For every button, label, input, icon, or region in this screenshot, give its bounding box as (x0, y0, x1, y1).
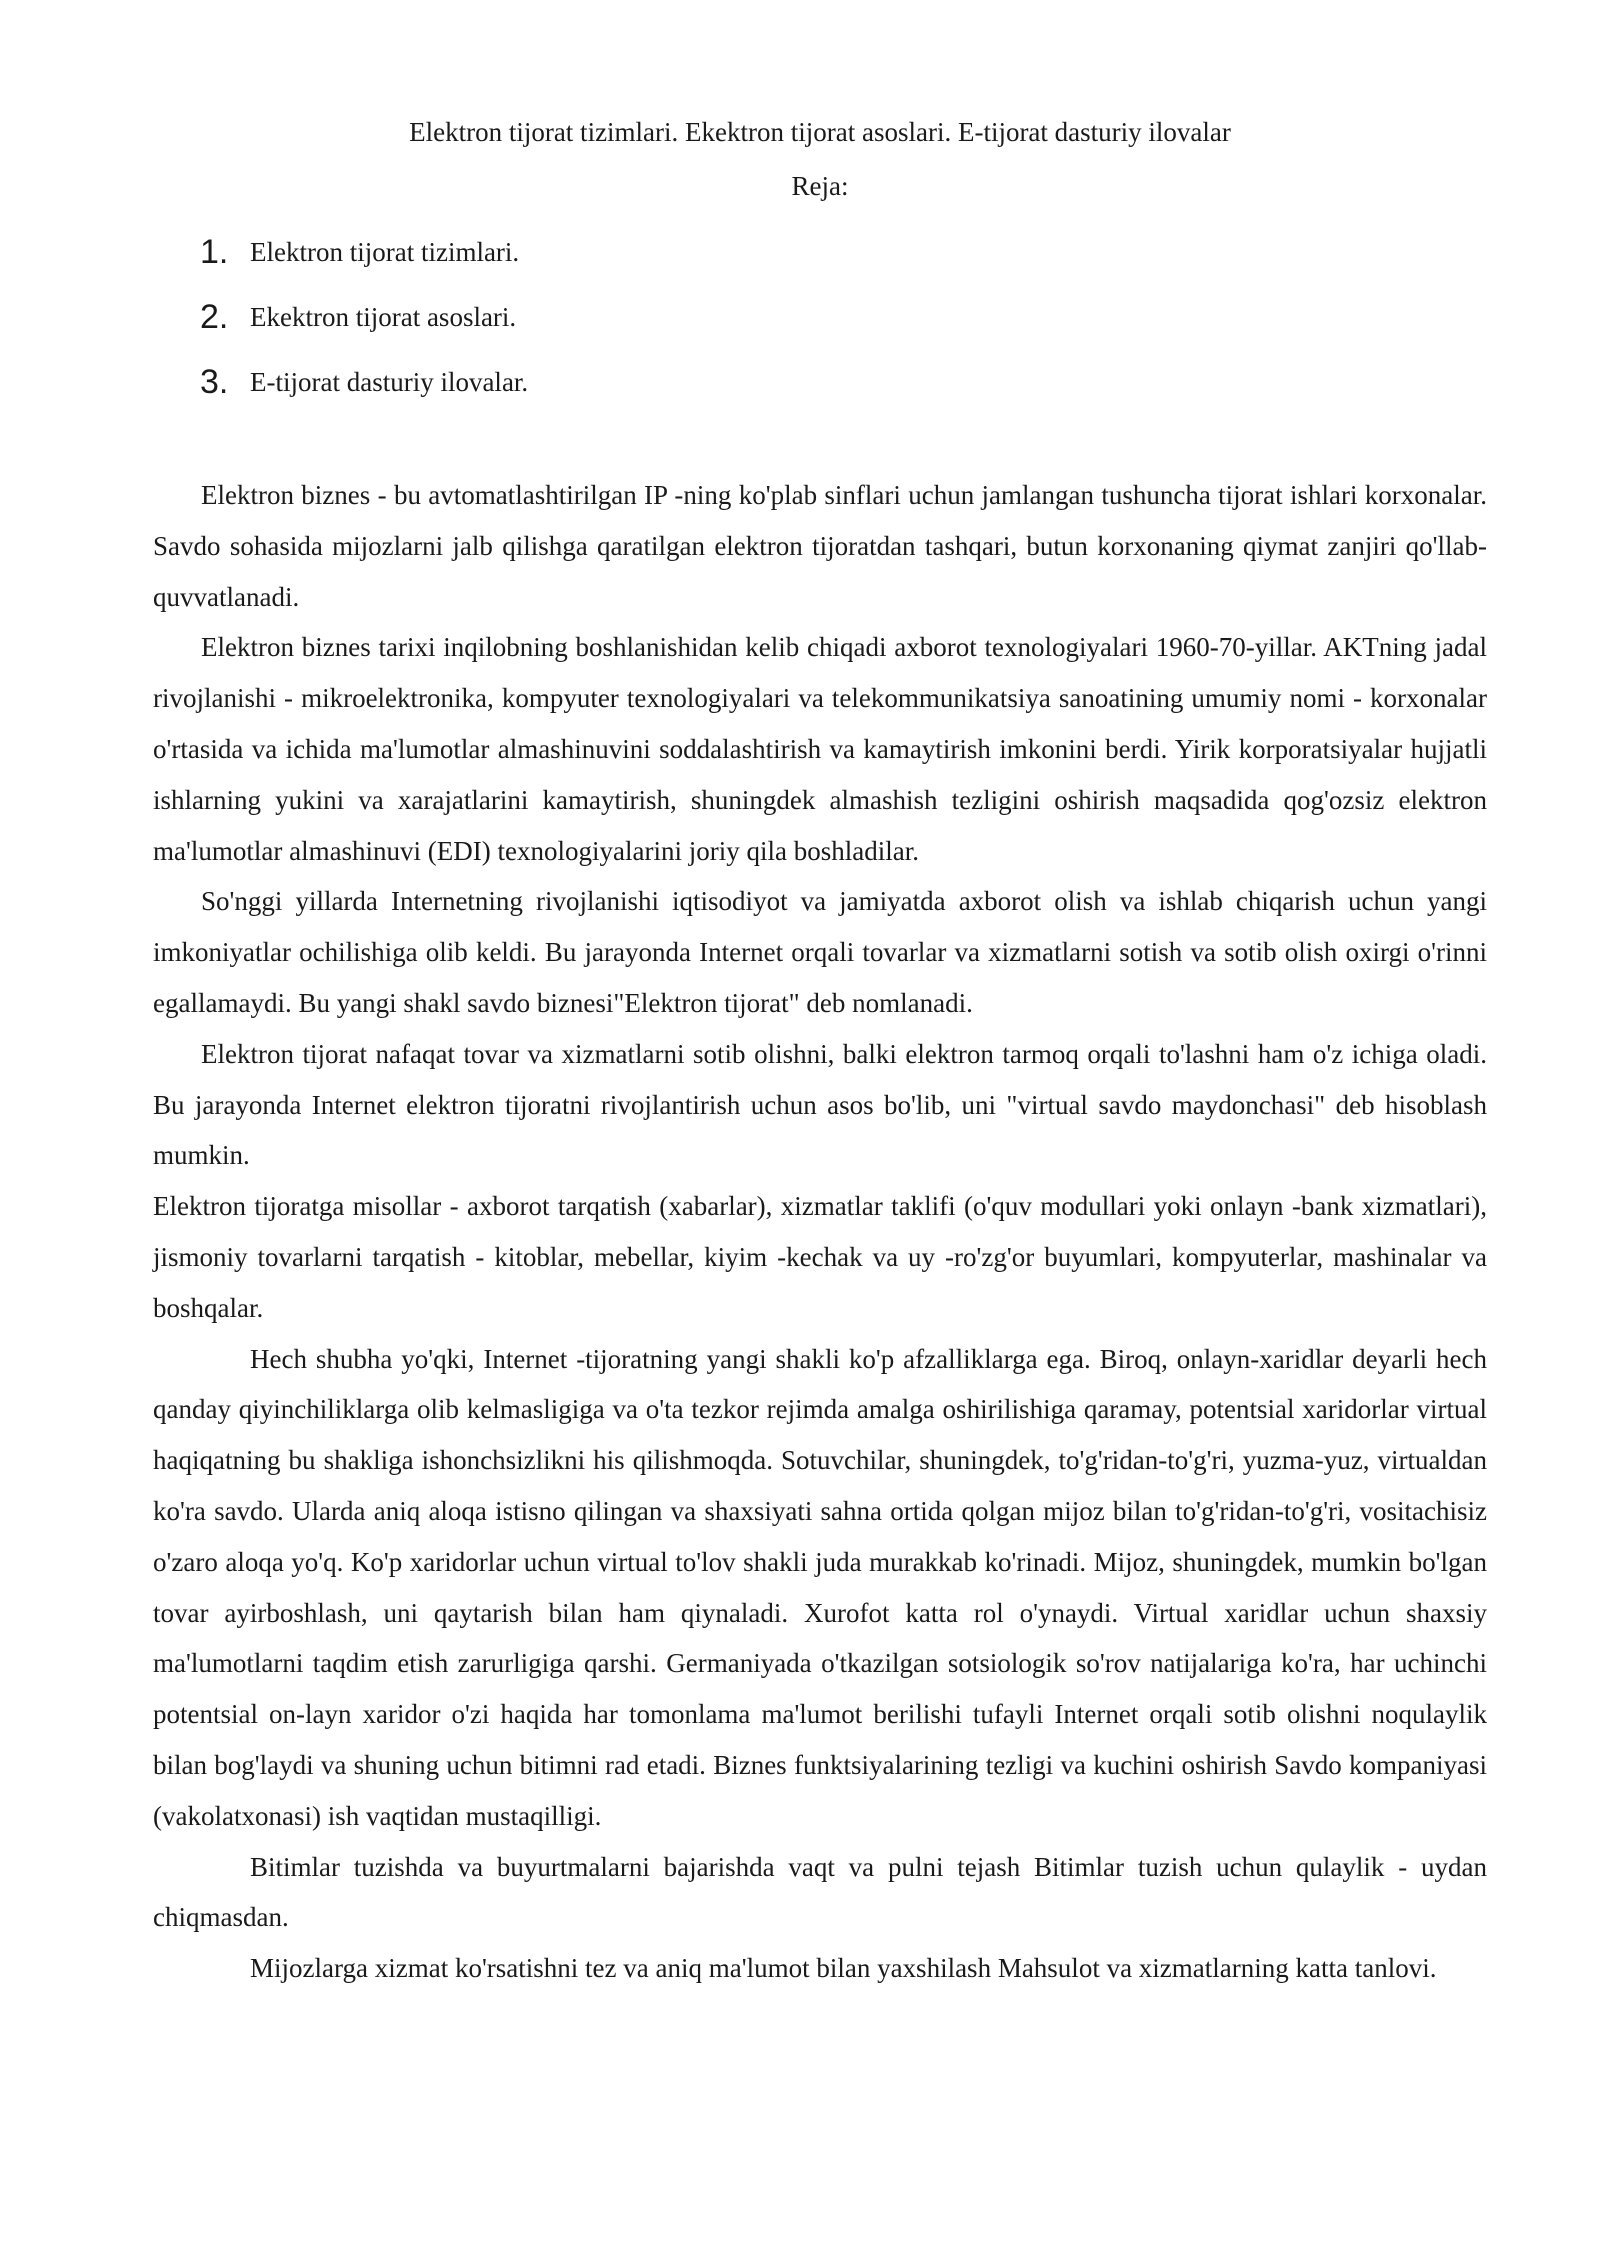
plan-item (200, 350, 528, 415)
body-paragraph: Elektron tijorat nafaqat tovar va xizmatlarni sotib olishni, balki elektron tarmoq orqali to'lashni ham o'z ichiga oladi. Bu jarayonda Internet elektron tijoratni rivojlantirish uchun asos bo'lib, uni "virtual savdo maydonchasi" deb hisoblash mumkin. (153, 1038, 1487, 1171)
plan-item-text: E-tijorat dasturiy ilovalar. (250, 367, 529, 397)
body-paragraph: Hech shubha yo'qki, Internet -tijoratning yangi shakli ko'p afzalliklarga ega. Biroq, onlayn-xaridlar deyarli hech qanday qiyinchiliklarga olib kelmasligiga va o'ta tezkor rejimda amalga oshirilishiga qaramay, potentsial xaridorlar virtual haqiqatning bu shakliga ishonchsizlikni his qilishmoqda. Sotuvchilar, shuningdek, to'g'ridan-to'g'ri, yuzma-yuz, virtualdan ko'ra savdo. Ularda aniq aloqa istisno qilingan va shaxsiyati sahna ortida qolgan mijoz bilan to'g'ridan-to'g'ri, vositachisiz o'zaro aloqa yo'q. Ko'p xaridorlar uchun virtual to'lov shakli juda murakkab ko'rinadi. Mijoz, shuningdek, mumkin bo'lgan tovar ayirboshlash, uni qaytarish bilan ham qiynaladi. Xurofot katta rol o'ynaydi. Virtual xaridlar uchun shaxsiy ma'lumotlarni taqdim etish zarurligiga qarshi. Germaniyada o'tkazilgan sotsiologik so'rov natijalariga ko'ra, har uchinchi potentsial on-layn xaridor o'zi haqida har tomonlama ma'lumot berilishi tufayli Internet orqali sotib olishni noqulaylik bilan bog'laydi va shuning uchun bitimni rad etadi. Biznes funktsiyalarining tezligi va kuchini oshirish Savdo kompaniyasi (vakolatxonasi) ish vaqtidan mustaqilligi. (153, 1343, 1487, 1831)
body-paragraph: Bitimlar tuzishda va buyurtmalarni bajarishda vaqt va pulni tejash Bitimlar tuzish uchun qulaylik - uydan chiqmasdan. (153, 1851, 1487, 1933)
document-title: Elektron tijorat tizimlari. Ekektron tijorat asoslari. E-tijorat dasturiy ilovalar (409, 117, 1231, 147)
plan-list (200, 220, 528, 415)
plan-item-number: 2. (200, 298, 229, 336)
body-paragraph: Mijozlarga xizmat ko'rsatishni tez va aniq ma'lumot bilan yaxshilash Mahsulot va xizmatlarning katta tanlovi. (250, 1953, 1437, 1984)
plan-item-number: 3. (200, 363, 229, 401)
document-body (153, 470, 1487, 1994)
plan-item-number: 1. (200, 233, 229, 271)
plan-item-text: Ekektron tijorat asoslari. (250, 302, 517, 332)
body-paragraph: Elektron biznes tarixi inqilobning boshlanishidan kelib chiqadi axborot texnologiyalari 1960-70-yillar. AKTning jadal rivojlanishi - mikroelektronika, kompyuter texnologiyalari va telekommunikatsiya sanoatining umumiy nomi - korxonalar o'rtasida va ichida ma'lumotlar almashinuvini soddalashtirish va kamaytirish imkonini berdi. Yirik korporatsiyalar hujjatli ishlarning yukini va xarajatlarini kamaytirish, shuningdek almashish tezligini oshirish maqsadida qog'ozsiz elektron ma'lumotlar almashinuvi (EDI) texnologiyalarini joriy qila boshladilar. (153, 632, 1487, 866)
body-paragraph: So'nggi yillarda Internetning rivojlanishi iqtisodiyot va jamiyatda axborot olish va ishlab chiqarish uchun yangi imkoniyatlar ochilishiga olib keldi. Bu jarayonda Internet orqali tovarlar va xizmatlarni sotish va sotib olish oxirgi o'rinni egallamaydi. Bu yangi shakl savdo biznesi"Elektron tijorat" deb nomlanadi. (153, 886, 1487, 1018)
plan-item (200, 285, 528, 350)
body-paragraph: Elektron biznes - bu avtomatlashtirilgan IP -ning ko'plab sinflari uchun jamlangan tushuncha tijorat ishlari korxonalar. Savdo sohasida mijozlarni jalb qilishga qaratilgan elektron tijoratdan tashqari, butun korxonaning qiymat zanjiri qo'llab-quvvatlanadi. (153, 480, 1487, 612)
body-paragraph: Elektron tijoratga misollar - axborot tarqatish (xabarlar), xizmatlar taklifi (o'quv modullari yoki onlayn -bank xizmatlari), jismoniy tovarlarni tarqatish - kitoblar, mebellar, kiyim -kechak va uy -ro'zg'or buyumlari, kompyuterlar, mashinalar va boshqalar. (153, 1191, 1487, 1323)
plan-item-text: Elektron tijorat tizimlari. (250, 237, 520, 267)
plan-item (200, 220, 528, 285)
plan-heading: Reja: (791, 171, 849, 201)
